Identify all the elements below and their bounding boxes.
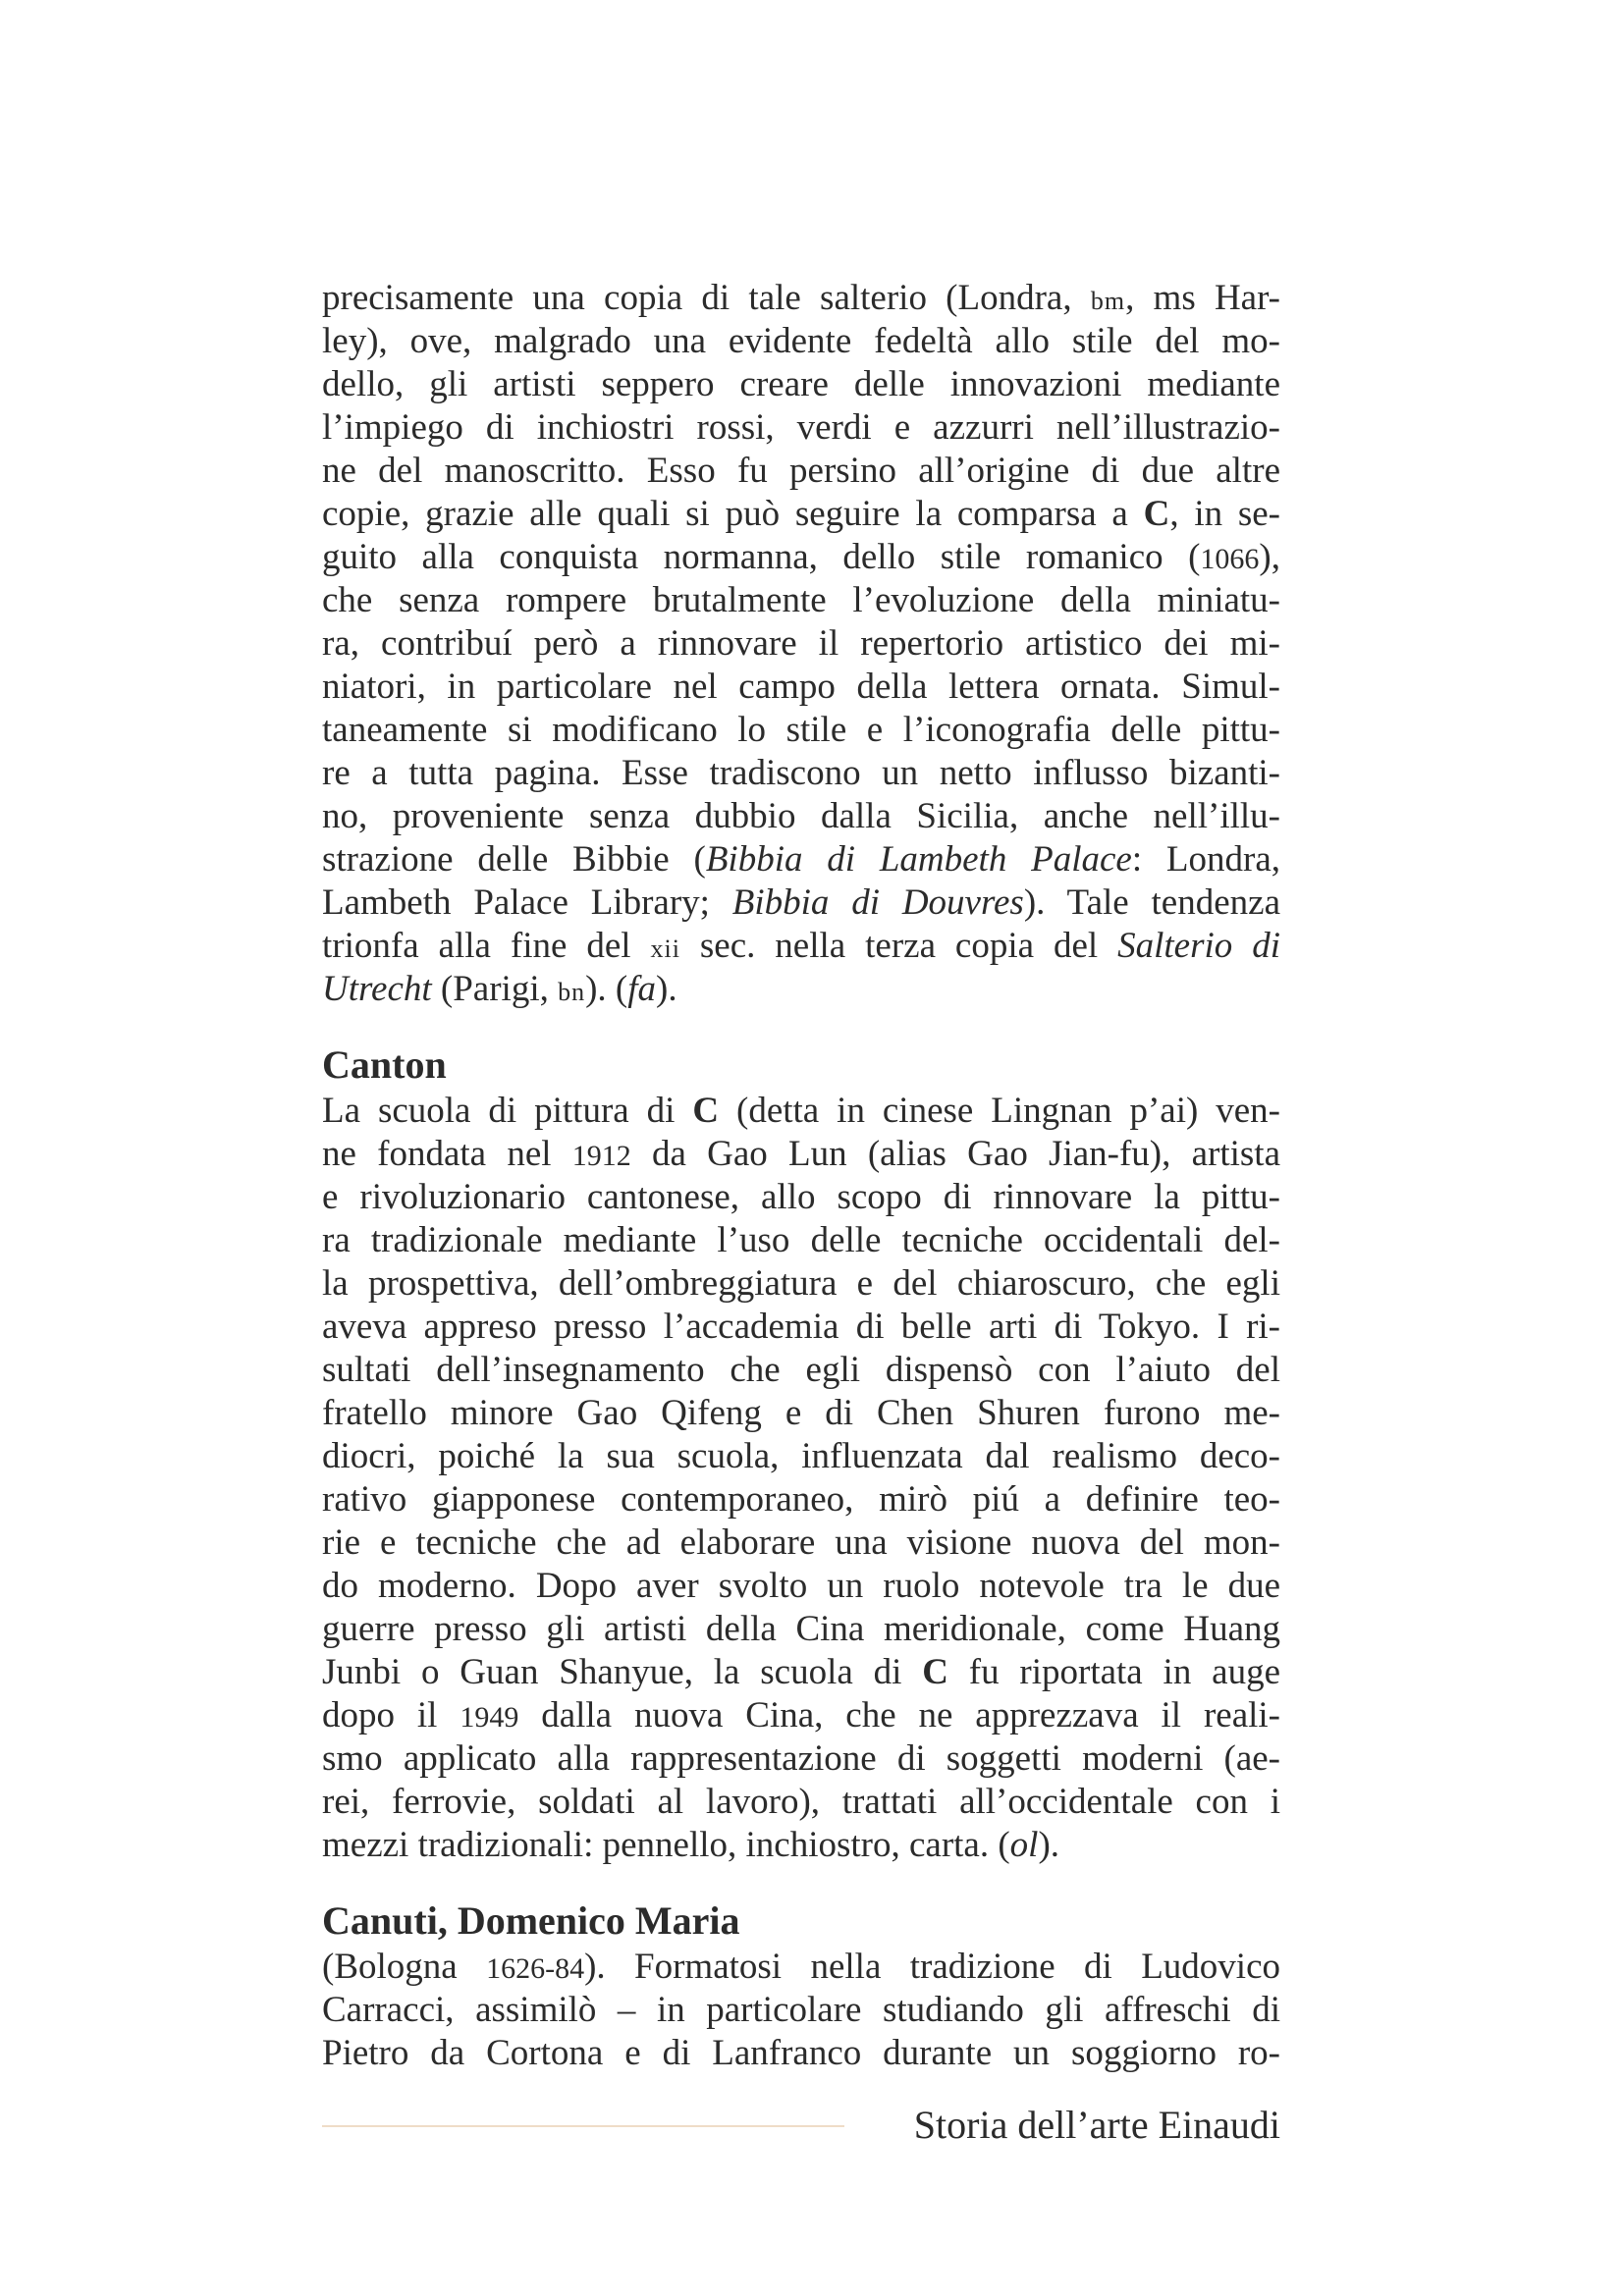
text-line	[322, 450, 1280, 493]
text-line	[322, 1608, 1280, 1651]
text-line	[322, 1989, 1280, 2032]
text-run: ne fondata nel	[322, 1134, 572, 1174]
small-caps-text: bm	[1090, 287, 1126, 315]
text-run: mezzi tradizionali: pennello, inchiostro, carta. (	[322, 1825, 1010, 1865]
text-column	[322, 277, 1280, 2075]
text-run: Carracci, assimilò – in particolare studiando gli affreschi di	[322, 1990, 1280, 2030]
text-run: re a tutta pagina. Esse tradiscono un netto influsso bizanti-	[322, 753, 1280, 793]
text-run: aveva appreso presso l’accademia di belle arti di Tokyo. I ri-	[322, 1307, 1280, 1347]
text-run: la prospettiva, dell’ombreggiatura e del chiaroscuro, che egli	[322, 1263, 1280, 1304]
text-run: niatori, in particolare nel campo della lettera ornata. Simul-	[322, 667, 1280, 707]
number-text: 1626-84	[486, 1952, 585, 1985]
text-run: e rivoluzionario cantonese, allo scopo di rinnovare la pittu-	[322, 1177, 1280, 1217]
bold-text: C	[692, 1091, 720, 1131]
text-line	[322, 2032, 1280, 2075]
text-line	[322, 1522, 1280, 1565]
text-line	[322, 1262, 1280, 1306]
text-line	[322, 709, 1280, 752]
text-run: ley), ove, malgrado una evidente fedeltà allo stile del mo-	[322, 321, 1280, 361]
entry-heading: Canton	[322, 1042, 447, 1087]
text-run: La scuola di pittura di	[322, 1091, 693, 1131]
text-line	[322, 406, 1280, 450]
text-line	[322, 1737, 1280, 1781]
italic-text: fa	[627, 969, 657, 1009]
text-line	[322, 1651, 1280, 1694]
text-line	[322, 320, 1280, 363]
text-line	[322, 925, 1280, 968]
text-run: , in se-	[1169, 494, 1280, 534]
small-caps-text: bn	[558, 978, 586, 1006]
number-text: 1066	[1200, 543, 1260, 575]
text-line	[322, 622, 1280, 666]
text-run: ). (	[585, 969, 628, 1009]
text-line	[322, 1824, 1280, 1867]
text-run: (detta in cinese Lingnan p’ai) ven-	[719, 1091, 1280, 1131]
italic-text: Utrecht	[322, 969, 432, 1009]
text-run: no, proveniente senza dubbio dalla Sicilia, anche nell’illu-	[322, 796, 1280, 836]
text-line	[322, 1946, 1280, 1989]
footer-rule	[322, 2125, 844, 2127]
text-run: da Gao Lun (alias Gao Jian-fu), artista	[630, 1134, 1280, 1174]
text-run: copie, grazie alle quali si può seguire la comparsa a	[322, 494, 1144, 534]
text-run: dello, gli artisti seppero creare delle innovazioni mediante	[322, 364, 1280, 404]
text-run: ra, contribuí però a rinnovare il repertorio artistico dei mi-	[322, 623, 1280, 664]
text-run: guito alla conquista normanna, dello stile romanico (	[322, 537, 1201, 577]
text-run: trionfa alla fine del	[322, 926, 651, 966]
text-line	[322, 838, 1280, 881]
text-run: rie e tecniche che ad elaborare una visione nuova del mon-	[322, 1522, 1280, 1563]
text-run: sec. nella terza copia del	[679, 926, 1118, 966]
text-line	[322, 752, 1280, 795]
text-run: rei, ferrovie, soldati al lavoro), trattati all’occidentale con i	[322, 1782, 1280, 1822]
text-line	[322, 1176, 1280, 1219]
number-text: 1912	[571, 1140, 631, 1172]
text-line	[322, 1219, 1280, 1262]
entry-paragraph	[322, 1946, 1280, 2075]
number-text: 1949	[460, 1701, 519, 1734]
text-line	[322, 881, 1280, 925]
entry-paragraph	[322, 1090, 1280, 1867]
text-run: precisamente una copia di tale salterio (Londra,	[322, 278, 1091, 318]
italic-text: ol	[1009, 1825, 1039, 1865]
bold-text: C	[1143, 494, 1170, 534]
text-run: ra tradizionale mediante l’uso delle tecniche occidentali del-	[322, 1220, 1280, 1260]
text-line	[322, 1133, 1280, 1176]
text-line	[322, 1565, 1280, 1608]
text-run: fu riportata in auge	[947, 1652, 1280, 1692]
text-line	[322, 795, 1280, 838]
section-gap	[322, 1011, 1280, 1041]
text-line	[322, 1349, 1280, 1392]
text-line	[322, 1392, 1280, 1435]
entry-heading: Canuti, Domenico Maria	[322, 1898, 740, 1943]
text-run: diocri, poiché la sua scuola, influenzata dal realismo deco-	[322, 1436, 1280, 1476]
text-run: dopo il	[322, 1695, 460, 1735]
text-run: smo applicato alla rappresentazione di soggetti moderni (ae-	[322, 1738, 1280, 1779]
text-run: Lambeth Palace Library;	[322, 882, 732, 923]
text-run: sultati dell’insegnamento che egli dispensò con l’aiuto del	[322, 1350, 1280, 1390]
text-run: guerre presso gli artisti della Cina meridionale, come Huang	[322, 1609, 1280, 1649]
text-line	[322, 666, 1280, 709]
text-run: ).	[1038, 1825, 1060, 1865]
italic-text: Bibbia di Douvres	[731, 882, 1024, 923]
text-run: , ms Har-	[1125, 278, 1280, 318]
text-run: ne del manoscritto. Esso fu persino all’origine di due altre	[322, 451, 1280, 491]
text-run: ),	[1259, 537, 1280, 577]
text-run: : Londra,	[1131, 839, 1281, 880]
text-run: dalla nuova Cina, che ne apprezzava il reali-	[518, 1695, 1280, 1735]
text-line	[322, 968, 1280, 1011]
text-run: ).	[656, 969, 677, 1009]
text-line	[322, 1090, 1280, 1133]
text-line	[322, 536, 1280, 579]
text-run: (Parigi,	[431, 969, 559, 1009]
text-run: ). Tale tendenza	[1023, 882, 1280, 923]
text-run: ). Formatosi nella tradizione di Ludovico	[584, 1947, 1280, 1987]
bold-text: C	[922, 1652, 948, 1692]
text-run: (Bologna	[322, 1947, 487, 1987]
italic-text: Salterio di	[1117, 926, 1280, 966]
text-line	[322, 363, 1280, 406]
text-line	[322, 579, 1280, 622]
text-line	[322, 1478, 1280, 1522]
text-run: Pietro da Cortona e di Lanfranco durante un soggiorno ro-	[322, 2033, 1280, 2073]
text-run: taneamente si modificano lo stile e l’iconografia delle pittu-	[322, 710, 1280, 750]
text-run: do moderno. Dopo aver svolto un ruolo notevole tra le due	[322, 1566, 1280, 1606]
text-line	[322, 277, 1280, 320]
text-run: l’impiego di inchiostri rossi, verdi e azzurri nell’illustrazio-	[322, 407, 1280, 448]
italic-text: Bibbia di Lambeth Palace	[705, 839, 1132, 880]
footer-publisher: Storia dell’arte Einaudi	[913, 2103, 1280, 2147]
text-run: rativo giapponese contemporaneo, mirò piú a definire teo-	[322, 1479, 1280, 1520]
text-run: Junbi o Guan Shanyue, la scuola di	[322, 1652, 923, 1692]
section-gap	[322, 1867, 1280, 1896]
text-run: che senza rompere brutalmente l’evoluzione della miniatu-	[322, 580, 1280, 620]
text-line	[322, 1781, 1280, 1824]
text-run: fratello minore Gao Qifeng e di Chen Shuren furono me-	[322, 1393, 1280, 1433]
text-line	[322, 1306, 1280, 1349]
small-caps-text: xii	[650, 934, 680, 963]
text-run: strazione delle Bibbie (	[322, 839, 706, 880]
text-line	[322, 1435, 1280, 1478]
text-line	[322, 1694, 1280, 1737]
entry-paragraph	[322, 277, 1280, 1011]
text-line	[322, 493, 1280, 536]
